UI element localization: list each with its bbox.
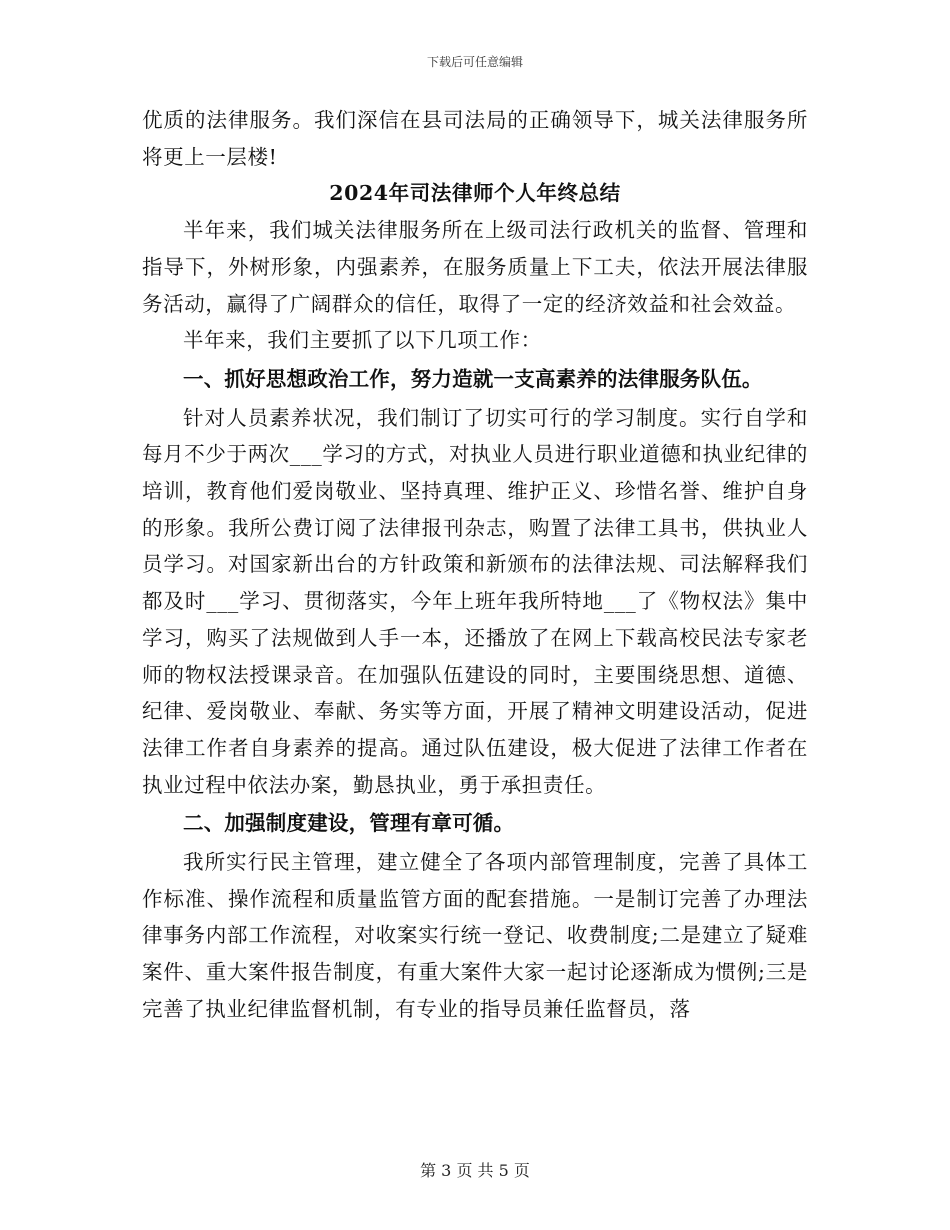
paragraph-2: 半年来，我们主要抓了以下几项工作： — [183, 328, 542, 353]
document-body — [142, 102, 808, 1028]
page-footer: 第 3 页 共 5 页 — [420, 1161, 530, 1180]
paragraph-3: 针对人员素养状况，我们制订了切实可行的学习制度。实行自学和每月不少于两次___学习的方式，对执业人员进行职业道德和执业纪律的培训，教育他们爱岗敬业、坚持真理、维护正义、珍惜名誉、维护自身的形象。我所公费订阅了法律报刊杂志，购置了法律工具书，供执业人员学习。对国家新出台的方针政策和新颁布的法律法规、司法解释我们都及时___学习、贯彻落实，今年上班年我所特地___了《物权法》集中学习，购买了法规做到人手一本，还播放了在网上下载高校民法专家老师的物权法授课录音。在加强队伍建设的同时，主要围绕思想、道德、纪律、爱岗敬业、奉献、务实等方面，开展了精神文明建设活动，促进法律工作者自身素养的提高。通过队伍建设，极大促进了法律工作者在执业过程中依法办案，勤恳执业，勇于承担责任。 — [142, 405, 808, 797]
intro-paragraph: 优质的法律服务。我们深信在县司法局的正确领导下，城关法律服务所将更上一层楼! — [142, 108, 808, 169]
page-header: 下载后可任意编辑 — [426, 55, 523, 69]
section-heading-1: 一、抓好思想政治工作，努力造就一支高素养的法律服务队伍。 — [183, 366, 763, 391]
section-heading-2: 二、加强制度建设，管理有章可循。 — [183, 811, 515, 836]
paragraph-1: 半年来，我们城关法律服务所在上级司法行政机关的监督、管理和指导下，外树形象，内强素养，在服务质量上下工夫，依法开展法律服务活动，赢得了广阔群众的信任，取得了一定的经济效益和社会效益。 — [142, 218, 808, 316]
document-title: 2024年司法律师个人年终总结 — [329, 181, 621, 206]
paragraph-4: 我所实行民主管理，建立健全了各项内部管理制度，完善了具体工作标准、操作流程和质量监管方面的配套措施。一是制订完善了办理法律事务内部工作流程，对收案实行统一登记、收费制度;二是建立了疑难案件、重大案件报告制度，有重大案件大家一起讨论逐渐成为惯例;三是完善了执业纪律监督机制，有专业的指导员兼任监督员，落 — [142, 850, 808, 1021]
